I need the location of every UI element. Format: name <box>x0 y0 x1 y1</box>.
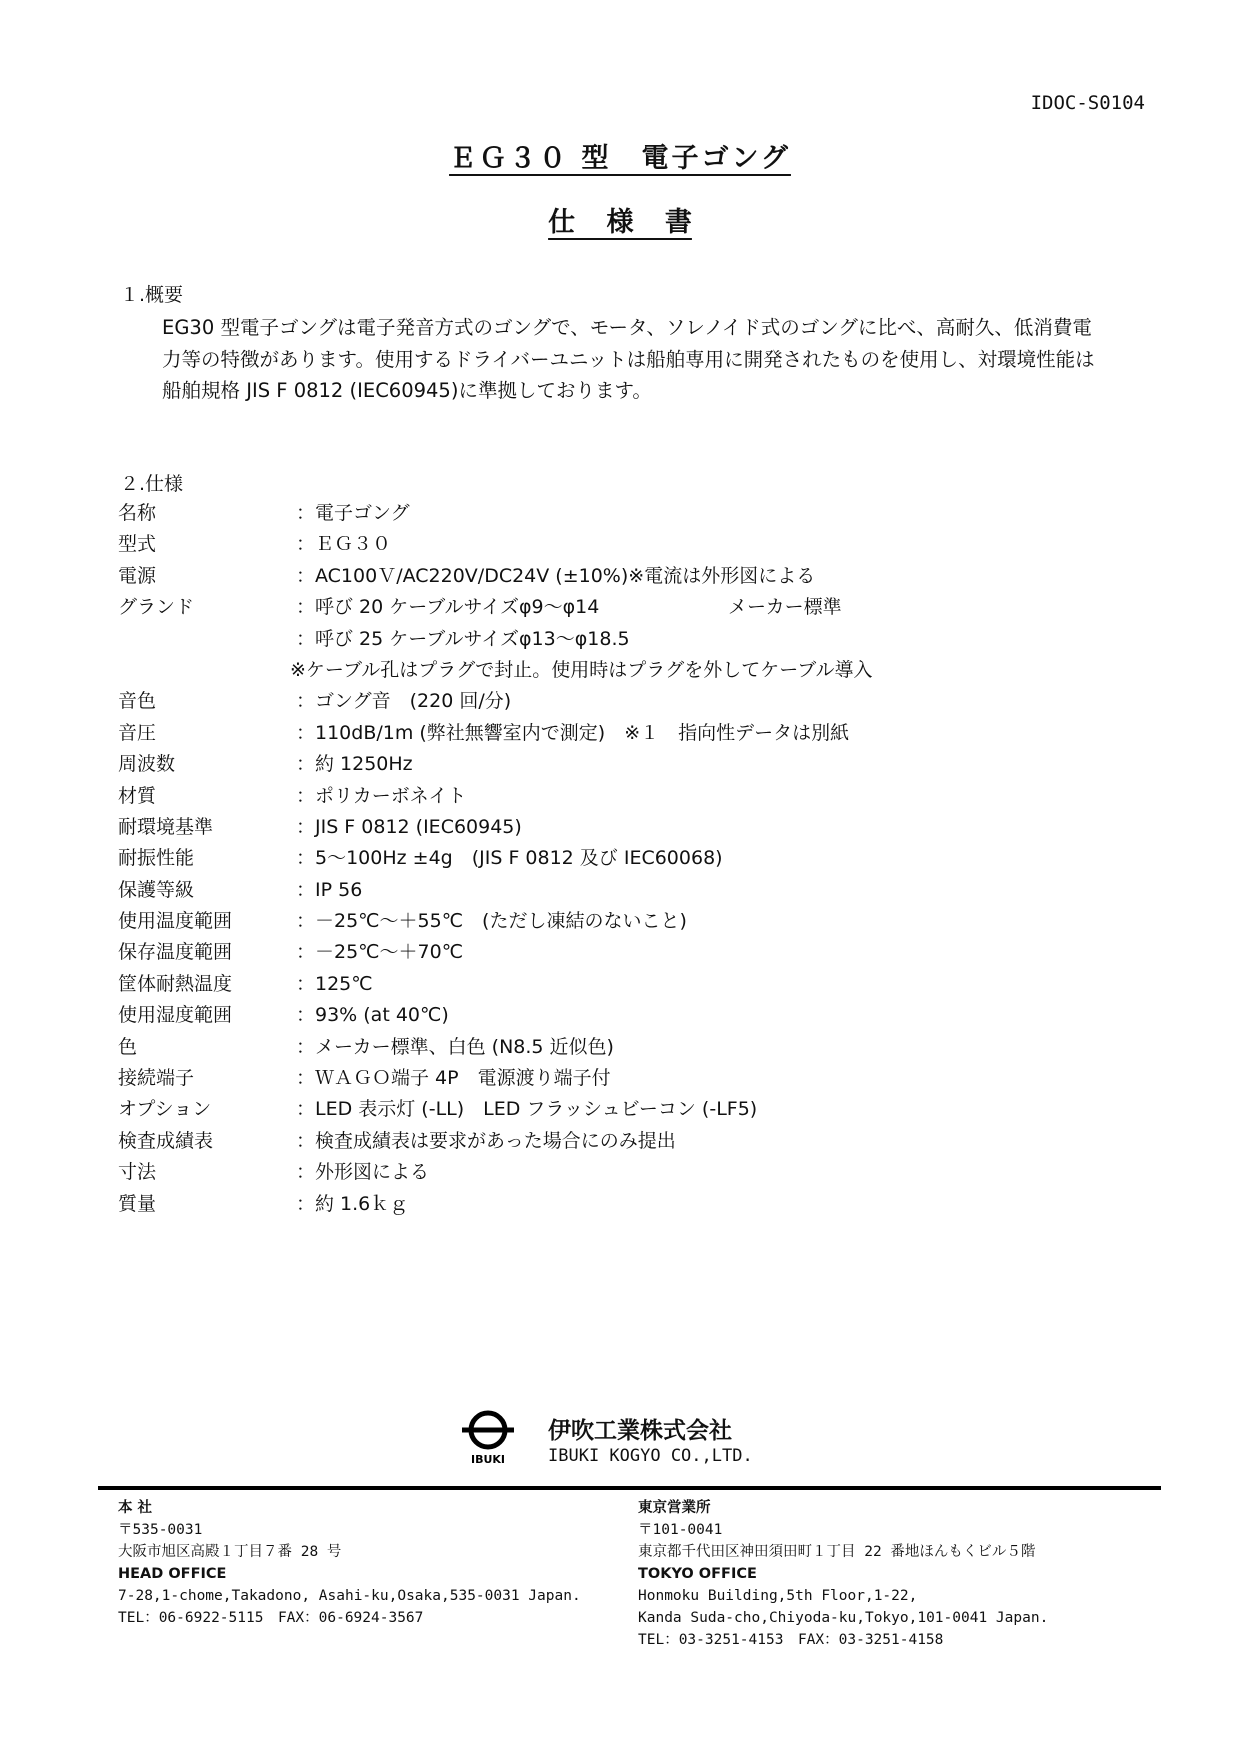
spec-label: 周波数 <box>118 753 176 776</box>
company-name-ja: 伊吹工業株式会社 <box>548 1418 732 1444</box>
spec-label: 使用温度範囲 <box>118 910 233 933</box>
spec-label: 型式 <box>118 533 157 556</box>
company-name-en: IBUKI KOGYO CO.,LTD. <box>548 1446 753 1466</box>
spec-row <box>118 718 1168 749</box>
spec-value: ：約 1.6ｋｇ <box>296 1192 409 1215</box>
spec-row <box>118 686 1168 717</box>
document-title <box>0 136 1240 175</box>
overview-body <box>162 312 1162 407</box>
spec-value: ：ＥＧ３０ <box>296 533 392 556</box>
spec-value: ：5～100Hz ±4g (JIS F 0812 及び IEC60068) <box>296 847 723 870</box>
spec-row <box>118 812 1168 843</box>
tokyo-office-title-ja: 東京営業所 <box>638 1500 711 1516</box>
spec-row <box>118 561 1168 592</box>
spec-label: 名称 <box>118 502 157 524</box>
spec-row <box>118 843 1168 874</box>
spec-row <box>118 1094 1168 1125</box>
spec-label: 検査成績表 <box>118 1129 214 1152</box>
document-id: IDOC-S0104 <box>1030 92 1145 114</box>
spec-value: ：JIS F 0812 (IEC60945) <box>296 815 522 838</box>
spec-value: ：呼び 25 ケーブルサイズφ13～φ18.5 <box>296 627 630 650</box>
spec-label: 音色 <box>118 690 157 713</box>
spec-label: 保存温度範囲 <box>118 941 233 964</box>
tokyo-office-address-en-1: Honmoku Building,5th Floor,1-22, <box>638 1588 918 1604</box>
footer-divider <box>98 1486 1161 1490</box>
document-title-text: ＥＧ３０ 型 電子ゴング <box>449 143 791 174</box>
spec-row <box>118 592 1168 623</box>
spec-extra: メーカー標準 <box>728 596 842 619</box>
spec-heading: ２.仕様 <box>120 473 184 495</box>
spec-row <box>118 1126 1168 1157</box>
spec-value: ：外形図による <box>296 1161 430 1184</box>
spec-row <box>118 1157 1168 1188</box>
document-subtitle-text: 仕 様 書 <box>548 207 692 238</box>
spec-label: 接続端子 <box>118 1067 195 1090</box>
spec-value: ：110dB/1m (弊社無響室内で測定) ※１ 指向性データは別紙 <box>296 721 850 744</box>
spec-label: 音圧 <box>118 721 157 744</box>
spec-value: ：電子ゴング <box>296 502 410 524</box>
tokyo-office-address-ja: 東京都千代田区神田須田町１丁目 22 番地ほんもくビル５階 <box>638 1544 1036 1560</box>
spec-label: 質量 <box>118 1192 157 1215</box>
spec-value: ：125℃ <box>296 972 373 995</box>
spec-label: 使用湿度範囲 <box>118 1004 233 1027</box>
spec-label: 筐体耐熱温度 <box>118 972 233 995</box>
spec-label: 色 <box>118 1035 138 1058</box>
spec-label: 寸法 <box>118 1161 157 1184</box>
head-office-postal: 〒535-0031 <box>118 1522 203 1538</box>
spec-row <box>118 937 1168 968</box>
spec-value: ：呼び 20 ケーブルサイズφ9～φ14 <box>296 596 600 619</box>
head-office-contact: TEL：06-6922-5115 FAX：06-6924-3567 <box>118 1610 424 1626</box>
spec-list <box>118 498 1168 1220</box>
spec-row <box>118 969 1168 1000</box>
spec-row <box>118 875 1168 906</box>
spec-row <box>118 1000 1168 1031</box>
spec-label: 保護等級 <box>118 878 195 901</box>
overview-line: EG30 型電子ゴングは電子発音方式のゴングで、モータ、ソレノイド式のゴングに比べ、高耐久、低消費電 <box>162 316 1092 339</box>
spec-label: 材質 <box>118 784 157 807</box>
overview-line: 力等の特徴があります。使用するドライバーユニットは船舶専用に開発されたものを使用し、対環境性能は <box>162 347 1095 371</box>
spec-value: ：AC100Ｖ/AC220V/DC24V (±10%)※電流は外形図による <box>296 564 816 587</box>
ibuki-logo-icon <box>462 1408 514 1466</box>
spec-row <box>118 906 1168 937</box>
head-office-block <box>118 1497 581 1629</box>
spec-label: オプション <box>118 1098 212 1121</box>
spec-value: ：LED 表示灯 (-LL) LED フラッシュビーコン (-LF5) <box>296 1098 758 1121</box>
spec-label: グランド <box>118 596 195 619</box>
tokyo-office-title-en: TOKYO OFFICE <box>638 1566 757 1582</box>
head-office-title-en: HEAD OFFICE <box>118 1566 227 1582</box>
spec-value: ：ＷＡＧＯ端子 4P 電源渡り端子付 <box>296 1067 611 1090</box>
spec-row <box>118 624 1168 655</box>
spec-row <box>118 1189 1168 1220</box>
spec-value: ：約 1250Hz <box>296 753 413 776</box>
spec-row <box>118 655 1168 686</box>
head-office-title-ja: 本 社 <box>118 1500 153 1516</box>
head-office-address-ja: 大阪市旭区高殿１丁目７番 28 号 <box>118 1544 342 1560</box>
spec-label: 電源 <box>118 564 157 587</box>
spec-value: ：－25℃～＋55℃ (ただし凍結のないこと) <box>296 910 687 933</box>
logo-text: IBUKI <box>470 1453 506 1466</box>
tokyo-office-postal: 〒101-0041 <box>638 1522 723 1538</box>
spec-value: ：93% (at 40℃) <box>296 1004 449 1027</box>
overview-heading: １.概要 <box>120 284 184 306</box>
spec-row <box>118 781 1168 812</box>
head-office-address-en: 7-28,1-chome,Takadono, Asahi-ku,Osaka,535-0031 Japan. <box>118 1588 581 1604</box>
spec-row <box>118 529 1168 560</box>
tokyo-office-block <box>638 1497 1048 1651</box>
spec-row <box>118 1032 1168 1063</box>
tokyo-office-contact: TEL：03-3251-4153 FAX：03-3251-4158 <box>638 1632 944 1648</box>
document-subtitle <box>0 200 1240 239</box>
spec-value: ：メーカー標準、白色 (N8.5 近似色) <box>296 1035 614 1058</box>
spec-note: ※ケーブル孔はプラグで封止。使用時はプラグを外してケーブル導入 <box>290 658 873 681</box>
spec-value: ：ゴング音 (220 回/分) <box>296 690 512 713</box>
tokyo-office-address-en-2: Kanda Suda-cho,Chiyoda-ku,Tokyo,101-0041 Japan. <box>638 1610 1049 1626</box>
overview-line: 船舶規格 JIS F 0812 (IEC60945)に準拠しております。 <box>162 379 652 402</box>
spec-value: ：ポリカーボネイト <box>296 784 467 807</box>
spec-row <box>118 498 1168 529</box>
spec-row <box>118 749 1168 780</box>
spec-value: ：－25℃～＋70℃ <box>296 941 464 964</box>
spec-label: 耐振性能 <box>118 847 195 870</box>
spec-value: ：IP 56 <box>296 878 363 901</box>
spec-label: 耐環境基準 <box>118 815 214 838</box>
spec-value: ：検査成績表は要求があった場合にのみ提出 <box>296 1129 676 1152</box>
spec-row <box>118 1063 1168 1094</box>
